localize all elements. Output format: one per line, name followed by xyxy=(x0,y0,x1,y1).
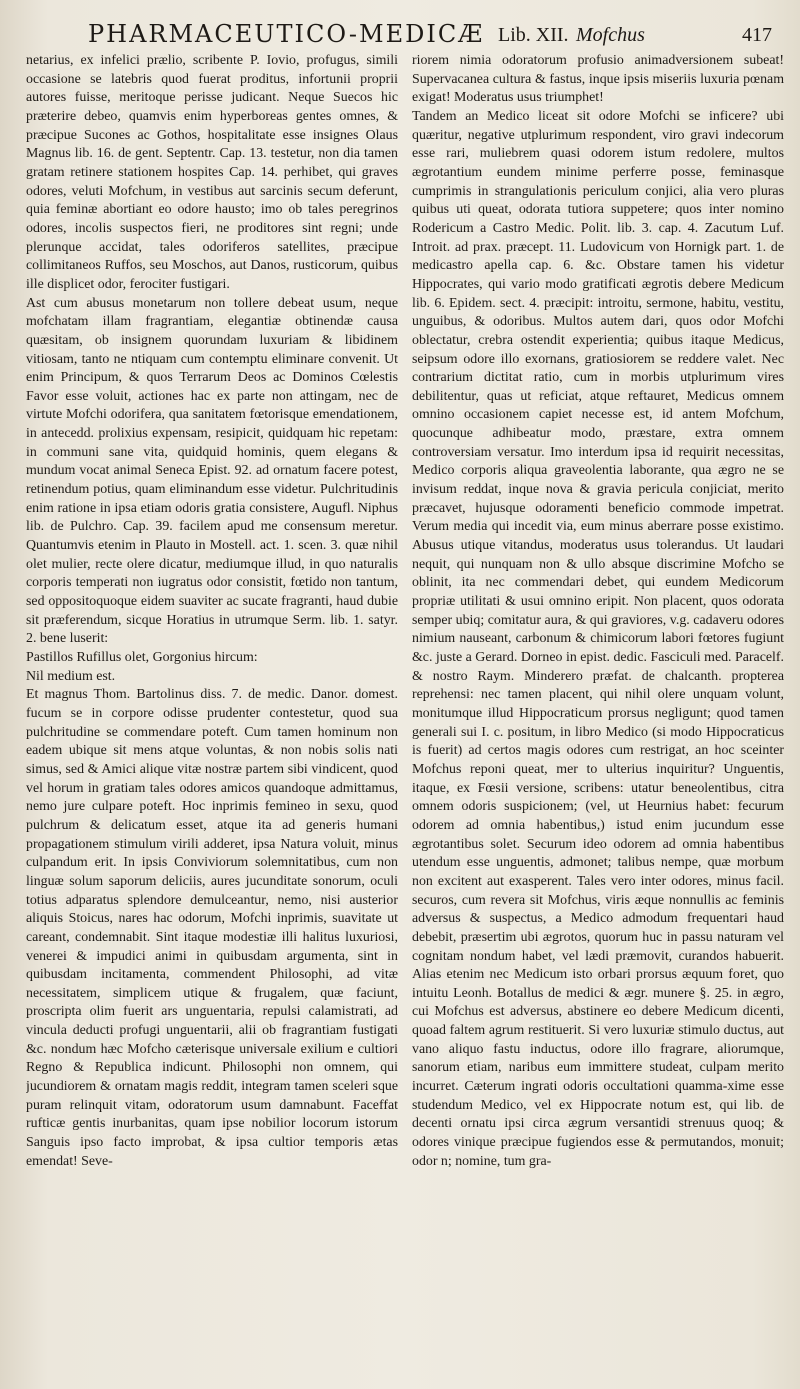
right-column-text: riorem nimia odoratorum profusio animadversionem subeat! Supervacanea cultura & fastus, inque ipsis miseriis luxuria pœnam exigat! Moderatus usus triumphet! Tandem an Medico liceat sit odore Mofchi se inficere? ubi quæritur, negative utplurimum respondent, viro gravi indecorum esse rari, muliebrem quasi odorem istum redolere, multos ægrotantium eundem minime perferre posse, feminasque cumprimis in strangulationis periculum conjici, alia vero pluras quibus uti queat, odorata tutiora suppetere; quos inter nomino Rodericum a Castro Medic. Polit. lib. 3. cap. 4. Zacutum Luf. Introit. ad prax. præcept. 11. Ludovicum von Hornigk part. 1. de medicastro apella cap. 6. &c. Obstare tamen his videtur Hippocrates, qui vario modo gratificati ægrotis debere Medicum lib. 6. Epidem. sect. 4. præcipit: introitu, sermone, habitu, vestitu, unguibus, & odoribus. Multos autem dari, quos odor Mofchi oblectatur, crebra ostendit experientia; quibus itaque Medicus, seipsum odore illo exornans, gratiosiorem se reddere valet. Nec contrarium dictitat ratio, cum in morbis utplurimum vires debilitentur, quas ut reficiat, atque reftauret, Medicus omnem omnino occasionem capiet necesse est, id antem Mofchum, quocunque adhibeatur modo, præstare, extra omnem controversiam versatur. Imo interdum ipsa id requirit necessitas, Medico corporis aliqua graveolentia laborante, qua ægro ne se invisum reddat, inque nova & gravia pericula conjiciat, merito præcavet, hujusque odoramenti beneficio commode impetrat. Verum media qui incedit via, eum minus aberrare posse existimo. Abusus utique vitandus, moderatus usus tolerandus. Ut laudari nequit, qui nunquam non & ullo absque discrimine Mofcho se oblinit, ita nec commendari debet, qui eundem Medicorum propriæ utilitati & usui omnino eripit. Non placent, quos odorata semper ubiq; comitatur aura, & qui graviores, v.g. cadaveru odores nimium nauseant, carbonum & chimicorum labori fœtores fugiunt &c. juste a Gerard. Dorneo in epist. dedic. Fasciculi med. Paracelf. & nostro Raym. Minderero præfat. de chalcanth. propterea reprehensi: nec tamen placent, qui nihil olere unquam volunt, monitumque illud Hippocraticum prorsus negligunt; quod tamen generali sui I. c. positum, in libro Medico (si modo Hippocraticus is fuerit) ad certos magis odores cum restrigat, an hoc sceinter Mofchus reponi queat, mer to ulterius inquiritur? Unguentis, itaque, ex Fœsii versione, scribens: utatur beneolentibus, citra omnem odoris suspicionem; (vel, ut Heurnius habet: fecurum odorem ad omnia habentibus,) istud enim jucundum esse ægrotantibus solet. Securum ideo odorem ad omnia habentibus utendum esse unguentis, admonet; talibus nempe, quæ morbum non excitent aut exasperent. Tales vero inter odores, minus facil. securos, cum revera sit Mofchus, viris æque nonnullis ac feminis adversus & suspectus, a Medico admodum frequentari haud debebit, præsertim ubi ægrotos, quorum huc in passu naturam vel cognitam nondum habet, vel lædi præmovit, curandos habuerit. Alias etenim nec Medicum isto orbari prorsus æquum foret, quo intuitu Leonh. Botallus de medici & ægr. munere §. 25. in ægro, cui Mofchus est adversus, abstinere eo debere Medicum dicenti, quoad faltem agrum restituerit. Si vero luxuriæ stimulo ductus, aut vano aliquo fastu inductus, odore illo fragrare, aliorumque, sanorum etiam, naribus eum immittere studeat, culpam merito incurret. Cæterum ingrati odoris occultationi quamma-xime esse studendum Medico, vel ex Hippocrate notum est, qui lib. de decenti ornatu ipsi circa ægrum versantidi strenuus quoq; & odores vinique præcipue fugiendos esse & permutandos, monuit; odor n; nomine, tum gra- xyxy=(412,53,784,1169)
subject-heading: Mofchus xyxy=(576,24,645,46)
running-head: PHARMACEUTICO-MEDICÆ xyxy=(88,20,485,48)
right-column xyxy=(412,52,784,1377)
left-column xyxy=(26,52,398,1377)
page-number: 417 xyxy=(742,24,772,46)
left-column-text: netarius, ex infelici prælio, scribente P. Iovio, profugus, simili occasione se latebris quod fuerat proditus, infortunii proprii autores fuisse, meritoque perisse judicant. Neque Suecos hic præterire debeo, quamvis enim hyperboreas gentes omnes, & præcipue Sucones ac Gothos, hospitalitate esse insignes Olaus Magnus lib. 16. de gent. Septentr. Cap. 13. testetur, non dia tamen gratam retinere stationem hospites Cap. 14. perhibet, qui graves odores, veluti Mofchum, in vestibus aut sarcinis secum deferunt, quia feminæ abortiant eo odore hausto; imo ob tales peregrinos odores, incolis suspectos fieri, ne proditores sint regni; unde plerunque accidat, tales odoriferos satellites, præcipue collimitaneos Ruffos, seu Moschos, aut Danos, rusticorum, quibus ille displicet odor, ferociter fustigari. Ast cum abusus monetarum non tollere debeat usum, neque mofchatam illam fragrantiam, elegantiæ obtinendæ causa quæsitam, ob insignem quorundam luxuriam & libidinem vitiosam, tanto ne ntiquam cum contemptu eliminare convenit. Ut enim Principum, & quos Terrarum Deos ac Dominos Cœlestis Favor esse voluit, actiones hac ex parte non attingam, nec de virtute Mofchi odorifera, qua sanitatem fœtorisque emendationem, in antecedd. prolixius expensam, resipicit, quidquam hic repetam: in communi sane vita, quidquid hominis, quem elegans & mundum vocat animal Seneca Epist. 92. ad ornatum facere potest, retinendum potius, quam eliminandum esse videtur. Pulchritudinis enim ratione in ipsa etiam odoris gratia consistere, Augufl. Niphus lib. de Pulchro. Cap. 39. facilem apud me consensum meretur. Quantumvis etenim in Plauto in Mostell. act. 1. scen. 3. quæ nihil olet mulier, recte olere dicatur, mediumque illud, in quo naturalis corporis temperati non iugratus odor consistit, fœtido non tantum, sed oppositoquoque eidem suaviter ac sucate fragranti, haud dubie sit præferendum, sicque Horatius in utrumque Serm. lib. 1. satyr. 2. bene luserit: Pastillos Rufillus olet, Gorgonius hircum: Nil medium est. Et magnus Thom. Bartolinus diss. 7. de medic. Danor. domest. fucum se in corpore odisse prudenter contestetur, quod sua pulchritudine se commendare poteft. Cum tamen hominum non eadem ubique sit mens atque voluntas, & non nobis solis nati simus, sed & Amici alique vitæ nostræ partem sibi vindicent, quod vel horum in gratiam tales odores amicos quandoque admittamus, nemo jure culpare poteft. Hoc inprimis femineo in sexu, quod pulchrum & delicatum esset, atque ita ad generis humani propagationem stimulum virili adderet, ipsa Natura voluit, minus culpandum erit. In ipsis Conviviorum solemnitatibus, cum non linguæ solum saporum deliciis, aures jucunditate sonorum, oculi totius adparatus splendore demulceantur, nemo, nisi austerior aliquis Stoicus, nares hac odorum, Mofchi inprimis, suavitate ut careant, condemnabit. Sint itaque modestiæ illi halitus luxuriosi, venerei & impudici animi in quibusdam argumenta, sint in quibusdam incitamenta, commendent Philosophi, ad vitæ necessitatem, simplicem utique & frugalem, quæ faciunt, proscripta olim fuerit ars unguentaria, repulsi calamistrati, ad vincula deducti profugi unguentarii, alii ob fragrantiam fustigati &c. nondum hæc Mofcho cæterisque universale exilium e cultiori Regno & Republica indicunt. Philosophi non omnem, qui jucundiorem & ornatam magis reddit, integram tamen sceleri sque puram relinquit vitam, odoratorum usum damnabunt. Faceffat rufticæ gentis inurbanitas, quam ipse nobilior locorum istorum Sanguis ipso facto improbat, & ipsa cultior temporis ætas emendat! Seve- xyxy=(26,53,398,1169)
text-columns xyxy=(26,52,784,1377)
book-section: Lib. XII. xyxy=(498,24,569,46)
